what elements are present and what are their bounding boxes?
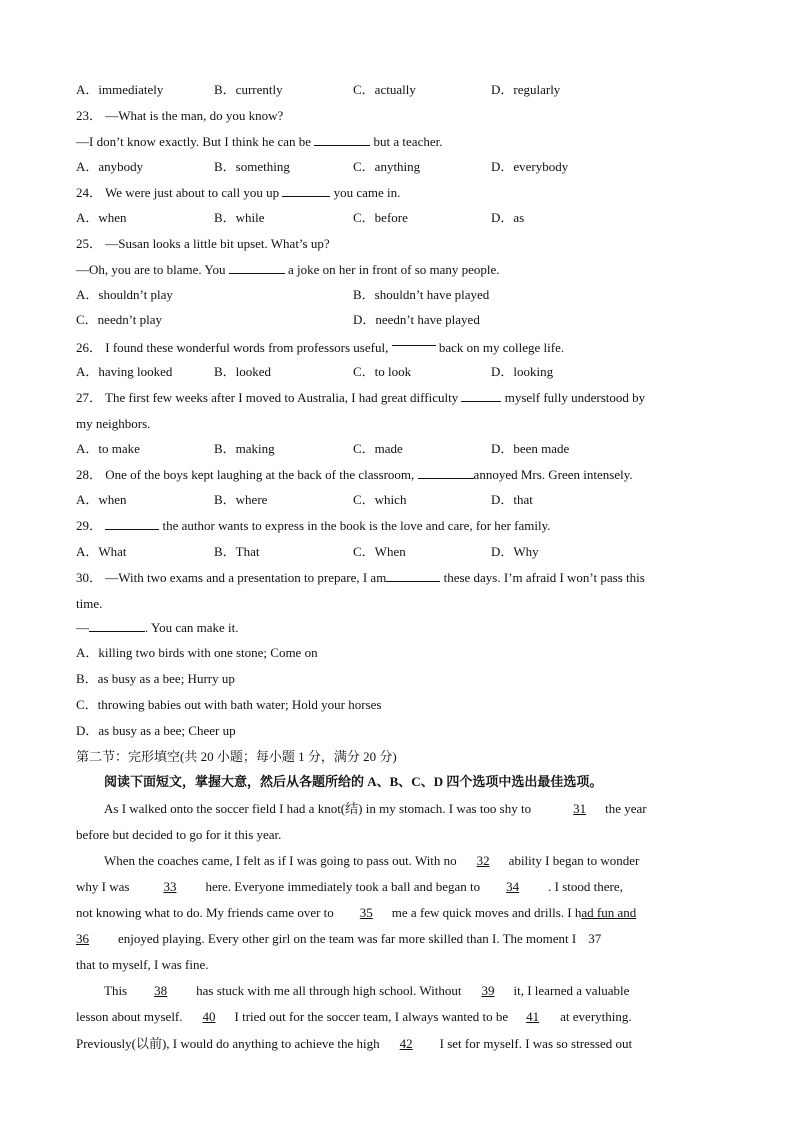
passage-line-1: As I walked onto the soccer field I had a knot(结) in my stomach. I was too shy to 31 the year (104, 801, 647, 816)
q30-line2: time. (76, 596, 103, 611)
q29-stem: 29． the author wants to express in the book is the love and care, for her family. (76, 518, 551, 533)
passage-line-4: why I was 33 here. Everyone immediately took a ball and began to 34 . I stood there, (76, 879, 623, 894)
q30-option-a: A．killing two birds with one stone; Come on (76, 645, 318, 660)
q29-option-a: A．What (76, 544, 127, 559)
q30-stem: 30． —With two exams and a presentation to prepare, I am these days. I’m afraid I won’t pass this (76, 570, 645, 585)
q26-option-a: A．having looked (76, 364, 173, 379)
q28-option-c: C．which (353, 492, 407, 507)
q28-option-d: D．that (491, 492, 533, 507)
q24-option-c: C．before (353, 210, 408, 225)
q26-option-b: B．looked (214, 364, 272, 379)
passage-line-7: that to myself, I was fine. (76, 957, 209, 972)
passage-line-10: Previously(以前), I would do anything to achieve the high 42 I set for myself. I was so stressed out (76, 1036, 633, 1051)
q30-option-c: C．throwing babies out with bath water; Hold your horses (76, 697, 382, 712)
q23-option-d: D．everybody (491, 159, 569, 174)
q27-option-a: A．to make (76, 441, 140, 456)
q23-stem: 23． —What is the man, do you know? (76, 108, 284, 123)
q25-option-a: A．shouldn’t play (76, 287, 173, 302)
section2-title: 第二节：完形填空(共 20 小题；每小题 1 分，满分 20 分) (76, 749, 397, 764)
q23-option-c: C．anything (353, 159, 421, 174)
q26-option-d: D．looking (491, 364, 554, 379)
q30-line3: — . You can make it. (76, 620, 239, 635)
passage-line-8: This 38 has stuck with me all through high school. Without 39 it, I learned a valuable (104, 983, 630, 998)
q27-option-b: B．making (214, 441, 275, 456)
q29-option-d: D．Why (491, 544, 539, 559)
q24-option-d: D．as (491, 210, 525, 225)
q23-line2: —I don’t know exactly. But I think he can be but a teacher. (76, 134, 443, 149)
q26-stem: 26． I found these wonderful words from professors useful, back on my college life. (76, 337, 564, 357)
q27-stem: 27． The first few weeks after I moved to Australia, I had great difficulty myself fully understood by (76, 390, 646, 405)
q22-option-d: D．regularly (491, 82, 561, 97)
q30-option-b: B．as busy as a bee; Hurry up (76, 671, 235, 686)
q27-option-d: D．been made (491, 441, 570, 456)
q22-option-b: B．currently (214, 82, 283, 97)
passage-line-5: not knowing what to do. My friends came over to 35 me a few quick moves and drills. I had fun and (76, 905, 637, 920)
q25-option-d: D．needn’t have played (353, 312, 480, 327)
q30-option-d: D．as busy as a bee; Cheer up (76, 723, 236, 738)
q27-option-c: C．made (353, 441, 403, 456)
q24-stem: 24． We were just about to call you up you came in. (76, 185, 401, 200)
q29-option-c: C．When (353, 544, 406, 559)
q29-option-b: B．That (214, 544, 260, 559)
q28-option-b: B．where (214, 492, 268, 507)
passage-line-3: When the coaches came, I felt as if I was going to pass out. With no 32 ability I began to wonder (104, 853, 640, 868)
q24-option-b: B．while (214, 210, 265, 225)
passage-line-9: lesson about myself. 40 I tried out for the soccer team, I always wanted to be 41 at everything. (76, 1009, 632, 1024)
q28-option-a: A．when (76, 492, 127, 507)
q28-stem: 28． One of the boys kept laughing at the back of the classroom, annoyed Mrs. Green intensely. (76, 467, 633, 482)
passage-line-6: 36 enjoyed playing. Every other girl on the team was far more skilled than I. The moment I 37 (76, 931, 602, 946)
q25-stem: 25． —Susan looks a little bit upset. What’s up? (76, 236, 330, 251)
q25-option-b: B．shouldn’t have played (353, 287, 490, 302)
q26-option-c: C．to look (353, 364, 412, 379)
q25-option-c: C．needn’t play (76, 312, 163, 327)
q24-option-a: A．when (76, 210, 127, 225)
q25-line2: —Oh, you are to blame. You a joke on her in front of so many people. (76, 262, 500, 277)
q23-option-a: A．anybody (76, 159, 144, 174)
section2-instruction: 阅读下面短文，掌握大意，然后从各题所给的 A、B、C、D 四个选项中选出最佳选项。 (104, 774, 603, 789)
q22-option-a: A．immediately (76, 82, 164, 97)
q27-line2: my neighbors. (76, 416, 151, 431)
q23-option-b: B．something (214, 159, 290, 174)
q22-option-c: C．actually (353, 82, 416, 97)
passage-line-2: before but decided to go for it this year. (76, 827, 282, 842)
